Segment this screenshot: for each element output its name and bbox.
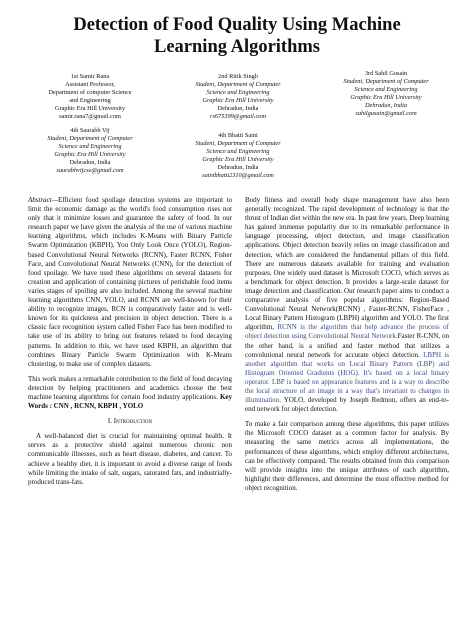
author-line: Student, Department of Computer [195,140,281,147]
title-line-2: Learning Algorithms [154,37,320,57]
abstract-text-2: This work makes a remarkable contribution to the field of food decaying detection by helping practitioners and academics choose the best machine learning algorithms for certain food industry applications. [28,374,232,401]
body-text: Faster R-CNN, on the other hand, is a unified and faster method that utilizes a convolutional neural network for accurate object detection. [245,332,449,359]
keywords-label: Key Words : [28,392,233,411]
author-name: 1st Samir Rana [70,73,110,80]
author-line: Student, Department of Computer [195,81,281,88]
left-column [28,196,232,493]
author-line: Dehradun, India [365,102,407,109]
author-line: Student, Department of Computer [47,135,133,142]
author-line: Graphic Era Hill University [202,156,274,163]
author-line: Student, Department of Computer [343,78,429,85]
author-block-4 [30,127,150,175]
author-email: samir.rana7@gmail.com [59,113,121,120]
author-line: Science and Engineering [354,86,418,93]
author-line: Department of computer Science [48,89,132,96]
author-line: Science and Engineering [206,89,270,96]
highlighted-text: LBPH is another algorithm that works on Local Binary Pattern (LBP) and Histogram Oriented Gradients (HOG). It's based on a local binary operator. LBP is based on appearance features and is a way to describe the local structure of an image in a way that's invariant to changes in illumination. [245,350,450,405]
author-line: Dehradun, India [217,164,259,171]
author-name: 3rd Sahil Gusain [364,70,408,77]
author-line: Dehradun, India [217,105,259,112]
title-line-1: Detection of Food Quality Using Machine [73,15,401,35]
author-line: Graphic Era Hill University [202,97,274,104]
author-line: Assistant Professor, [65,81,115,88]
author-line: Graphic Era Hill University [54,151,126,158]
body-text: YOLO, developed by Joseph Redmon, offers an end-to-end network for object detection. [245,396,449,414]
author-email: sahilgusain@gmail.com [355,110,417,117]
author-line: Graphic Era Hill University [350,94,422,101]
right-column [245,196,449,499]
author-email: saurabhvijcse@gmail.com [56,167,124,174]
section-heading-introduction: I. Introduction [107,417,153,426]
body-text: Body fitness and overall body shape management have also been generally recognized. The rapid development of technology is that the thrust of Indian diet within the new era. In past few years, Deep learning has gained immense popularity due to its remarkable performance in language processing, object detection, and image classification applications. Object detection heavily relies on image classification and detection, which are considered the fundamental pillars of this field. There are numerous datasets available for training and evaluation purposes. One widely used dataset is Microsoft COCO, which serves as a benchmark for object detection. It provides a large-scale dataset for image detection and classification. Our research paper aims to conduct a comparative analysis of five popular algorithms: Region-Based Convolutional Neural Network(RCNN) , Faster-RCNN, FisherFace , Local Binary Pattern Histogram (LBPH) algorithm and YOLO. The first algorithm, [245,196,449,332]
author-line: Dehradun, India [69,159,111,166]
paper-title [20,14,454,58]
right-paragraph-1 [245,196,449,414]
keywords: CNN , RCNN, KBPH , YOLO [53,402,144,411]
author-line: Graphic Era Hill University [54,105,126,112]
author-name: 4th Saurabh Vij [70,127,110,134]
author-name: 2nd Ritik Singh [218,73,258,80]
author-line: Science and Engineering [58,143,122,150]
author-email: sainibhatti2310@gmail.com [202,172,274,179]
author-block-3 [326,70,446,118]
author-name: 4th Bhatti Saini [218,132,258,139]
author-email: rs675399@gmail.com [210,113,266,120]
abstract-label: Abstract— [28,196,58,204]
author-block-1 [30,73,150,121]
abstract-paragraph-2 [28,375,232,411]
highlighted-text: RCNN is the algorithm that help advance the process of object detection using Convolutional Neural Network. [245,323,449,341]
author-block-5 [178,132,298,180]
abstract [28,196,232,369]
abstract-text: Efficient food spoilage detection systems are important to limit the economic damage as the world's food consumption rises not only that it minimize losses and guarantee the safety of food. In our research paper we have given the analysis of the use of various machine learning algorithms, which includes K-Means with Binary Particle Swarm Optimization (KBPH), You Only Look Once (YOLO), Region-based Convolutional Neural Networks (RCNN), Faster RCNN, Fisher Face, and Convolutional Neural Networks (CNN), for the detection of food spoilage. We have used these algorithms on several datasets for creation and application of containing pictures of perishable food items varies stages of spoiling are also included. Among the several machine learning algorithms CNN, YOLO, and RCNN are well-known for their ability to recognize images, RCN is comparatively faster and is well-known for its quickness and precision in object detection. There is a classic face recognition system called Fisher Face has been modified to take use of its ability to bring out features related to food decaying patterns. In addition to this, we have used KBPH, an algorithm that combines Binary Particle Swarm Optimization with K-Means clustering, to make use of complex datasets. [28,196,232,368]
intro-paragraph: A well-balanced diet is crucial for maintaining optimal health. It serves as a protective shield against numerous chronic non communicable illnesses, such as heart disease, diabetes, and cancer. To achieve a healthy diet, it is important to avoid a diverse range of foods while limiting the intake of salt, sugars, saturated fats, and industrially-produced trans-fats. [28,432,232,486]
author-line: and Engineering [69,97,111,104]
right-paragraph-2: To make a fair comparison among these algorithms, this paper utilizes the Microsoft COCO dataset as a common factor for analysis. By measuring the same metrics across all implementations, the performances of these algorithms, which employ different architectures, can be effectively compared. The results obtained from this comparison will provide insights into the unique attributes of each algorithm, highlight their differences, and determine the most effective method for object recognition. [245,420,449,492]
author-line: Science and Engineering [206,148,270,155]
author-block-2 [178,73,298,121]
